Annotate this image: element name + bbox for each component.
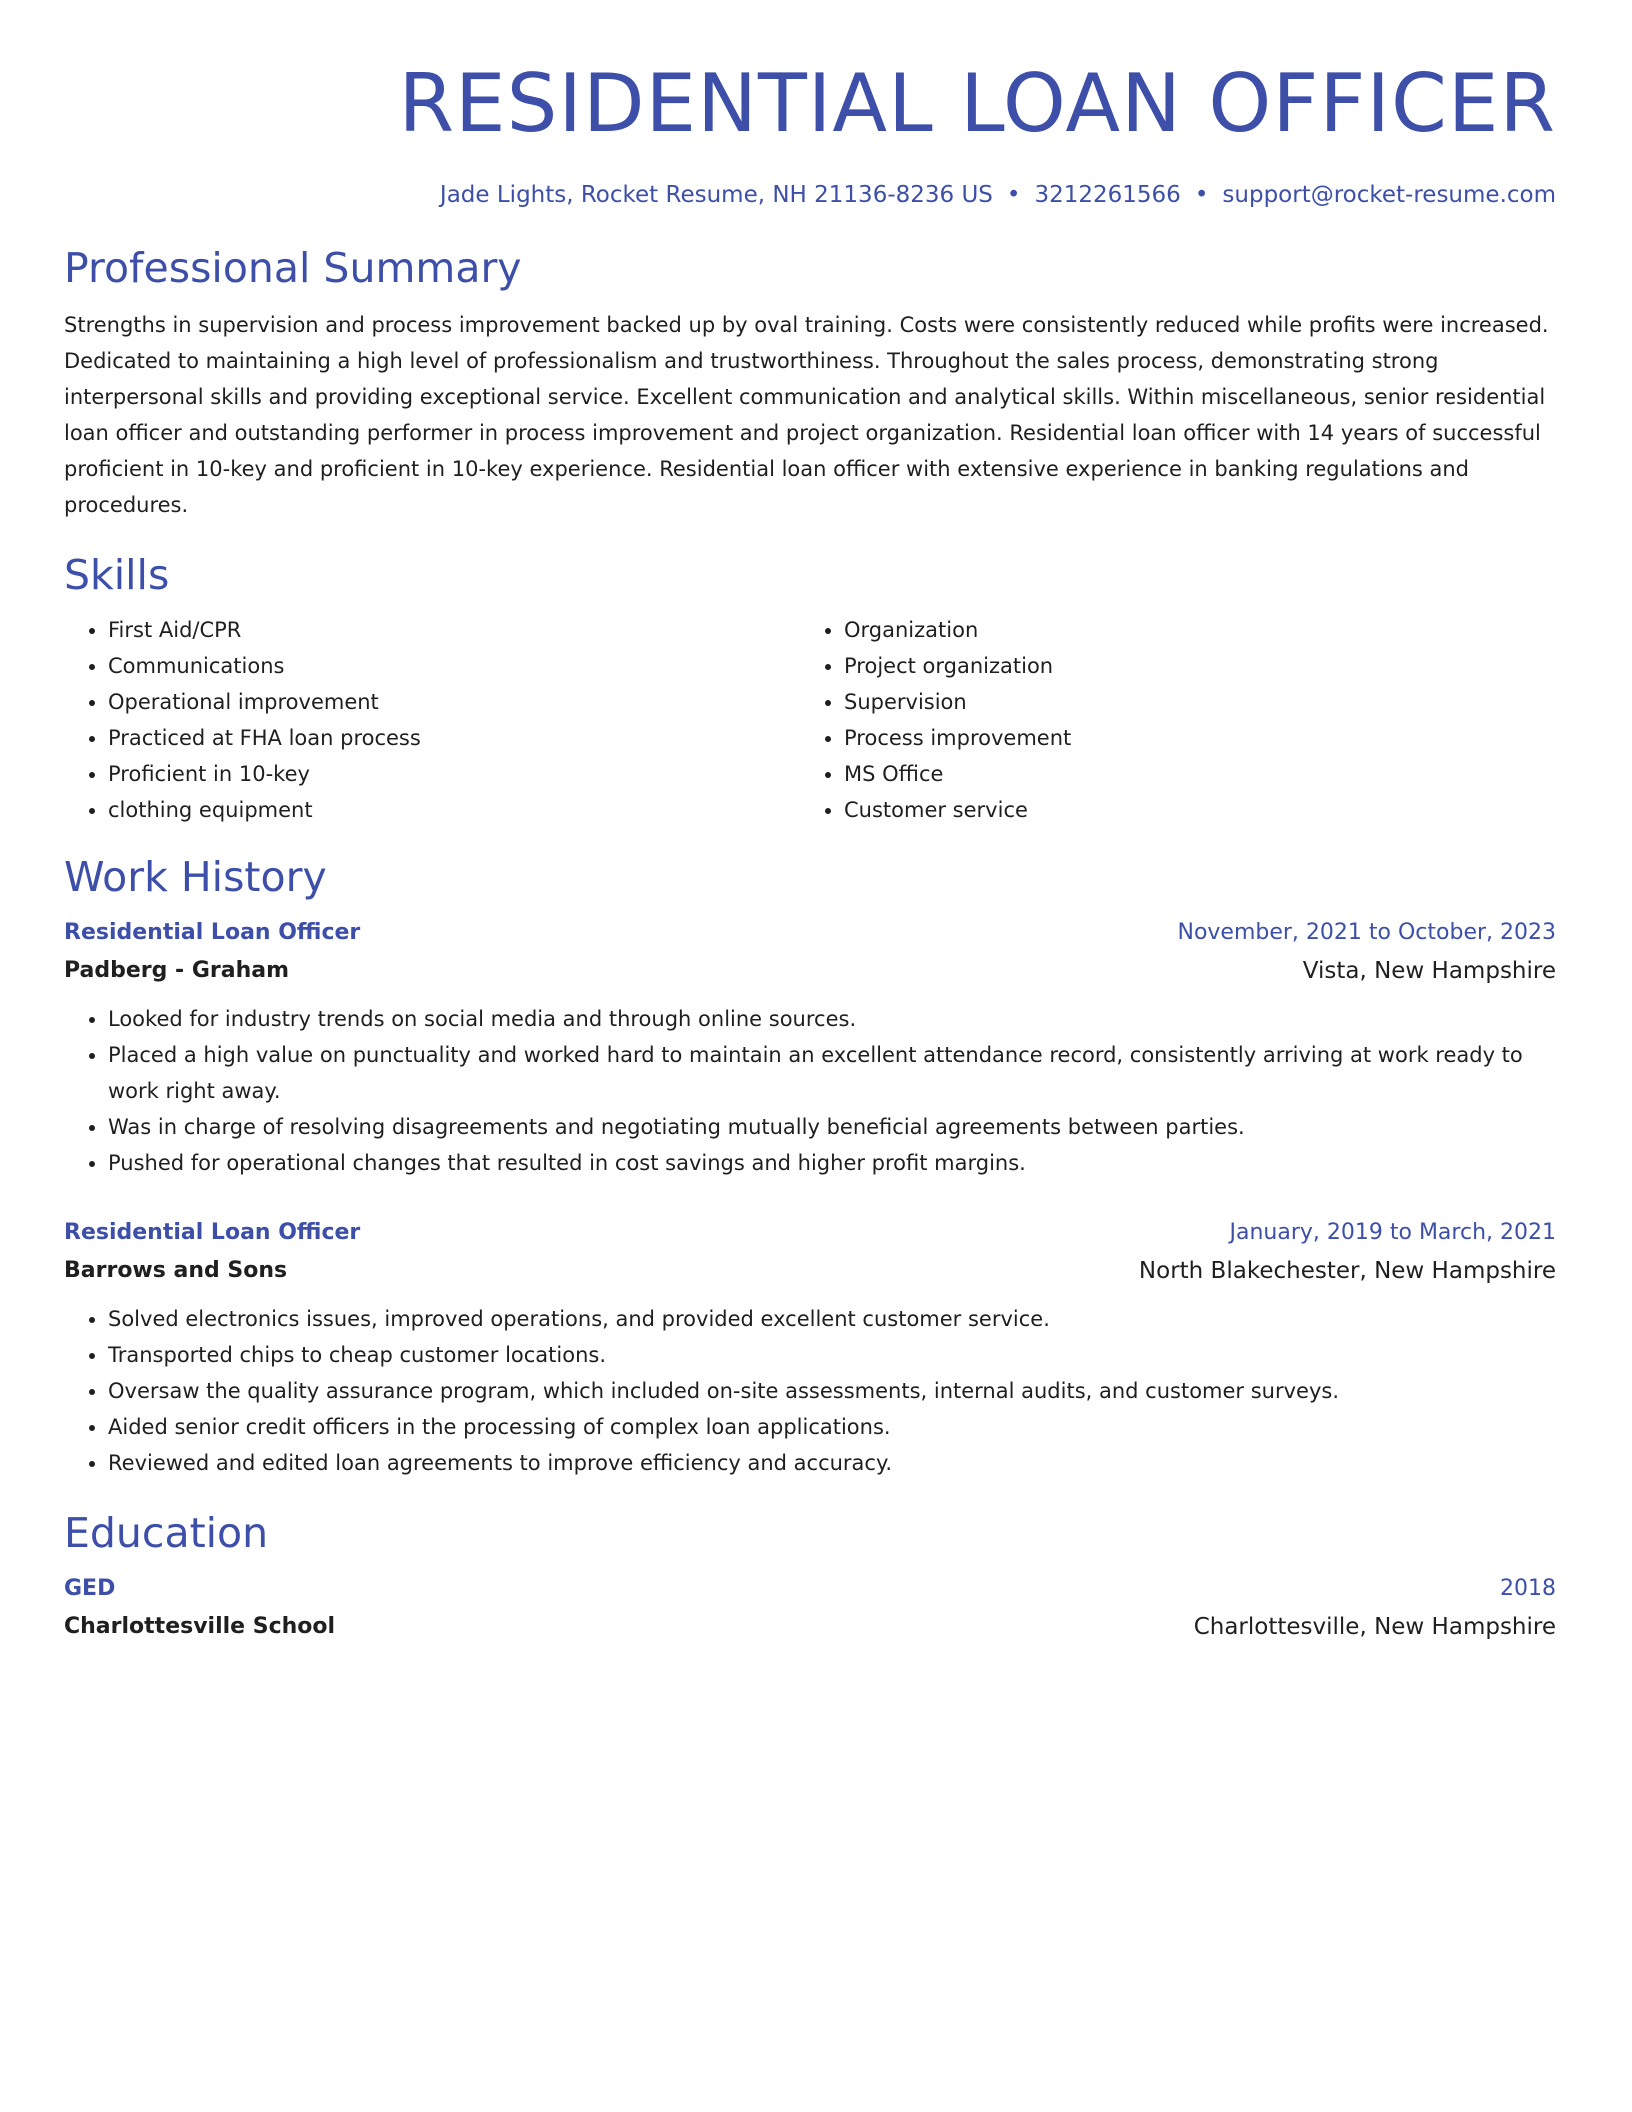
- work-history-heading: Work History: [64, 853, 327, 901]
- education-location: Charlottesville, New Hampshire: [1193, 1614, 1556, 1640]
- job-bullet: • Looked for industry trends on social media and through online sources.: [108, 1001, 1556, 1037]
- job-bullet: • Oversaw the quality assurance program, which included on-site assessments, internal audits, and customer surveys.: [108, 1373, 1556, 1409]
- job-employer: Padberg - Graham: [64, 958, 290, 983]
- skill-item: • Proficient in 10-key: [108, 756, 800, 792]
- skill-item: • Supervision: [844, 684, 1536, 720]
- job-bullet: • Pushed for operational changes that resulted in cost savings and higher profit margins.: [108, 1145, 1556, 1181]
- skill-item: • Customer service: [844, 792, 1536, 828]
- contact-address: Jade Lights, Rocket Resume, NH 21136-8236 US: [439, 182, 993, 208]
- contact-separator: •: [1006, 182, 1021, 208]
- job-employer: Barrows and Sons: [64, 1258, 288, 1283]
- job-dates: November, 2021 to October, 2023: [1177, 920, 1556, 945]
- job-entry: [64, 1215, 1556, 1481]
- job-bullets: [64, 1301, 1556, 1481]
- skills-column-right: [800, 612, 1536, 828]
- education-year: 2018: [1500, 1576, 1556, 1601]
- job-bullet: • Solved electronics issues, improved operations, and provided excellent customer service.: [108, 1301, 1556, 1337]
- contact-phone: 3212261566: [1034, 182, 1181, 208]
- job-role: Residential Loan Officer: [64, 920, 361, 945]
- education-heading: Education: [64, 1509, 269, 1557]
- contact-email: support@rocket-resume.com: [1222, 182, 1556, 208]
- job-entry: [64, 915, 1556, 1181]
- skill-item: • clothing equipment: [108, 792, 800, 828]
- skill-item: • Organization: [844, 612, 1536, 648]
- job-bullet: • Reviewed and edited loan agreements to improve efficiency and accuracy.: [108, 1445, 1556, 1481]
- job-bullet: • Aided senior credit officers in the processing of complex loan applications.: [108, 1409, 1556, 1445]
- skills-list: [64, 612, 1556, 828]
- skill-item: • First Aid/CPR: [108, 612, 800, 648]
- skill-item: • Operational improvement: [108, 684, 800, 720]
- summary-text: Strengths in supervision and process improvement backed up by oval training. Costs were consistently reduced while profits were increased. Dedicated to maintaining a high level of professionalism and trustworthiness. Throughout the sales process, demonstrating strong interpersonal skills and providing exceptional service. Excellent communication and analytical skills. Within miscellaneous, senior residential loan officer and outstanding performer in process improvement and project organization. Residential loan officer with 14 years of successful proficient in 10-key and proficient in 10-key experience. Residential loan officer with extensive experience in banking regulations and procedures.: [64, 313, 1549, 517]
- skills-column-left: [64, 612, 800, 828]
- job-bullet: • Was in charge of resolving disagreements and negotiating mutually beneficial agreements between parties.: [108, 1109, 1556, 1145]
- contact-line: [64, 180, 1556, 210]
- job-location: North Blakechester, New Hampshire: [1138, 1258, 1556, 1284]
- contact-separator: •: [1194, 182, 1209, 208]
- education-degree: GED: [64, 1576, 116, 1601]
- job-dates: January, 2019 to March, 2021: [1229, 1220, 1556, 1245]
- education-entry: [64, 1571, 1556, 1647]
- job-role: Residential Loan Officer: [64, 1220, 361, 1245]
- resume-page: [64, 0, 1556, 1647]
- job-bullets: [64, 1001, 1556, 1181]
- resume-title: RESIDENTIAL LOAN OFFICER: [398, 57, 1556, 150]
- education-school: Charlottesville School: [64, 1614, 336, 1639]
- skill-item: • Process improvement: [844, 720, 1536, 756]
- job-bullet: • Placed a high value on punctuality and worked hard to maintain an excellent attendance record, consistently arriving at work ready to work right away.: [108, 1037, 1556, 1109]
- skill-item: • MS Office: [844, 756, 1536, 792]
- job-location: Vista, New Hampshire: [1302, 958, 1556, 984]
- skill-item: • Communications: [108, 648, 800, 684]
- skill-item: • Project organization: [844, 648, 1536, 684]
- job-bullet: • Transported chips to cheap customer locations.: [108, 1337, 1556, 1373]
- summary-heading: Professional Summary: [64, 244, 522, 292]
- skill-item: • Practiced at FHA loan process: [108, 720, 800, 756]
- skills-heading: Skills: [64, 551, 170, 599]
